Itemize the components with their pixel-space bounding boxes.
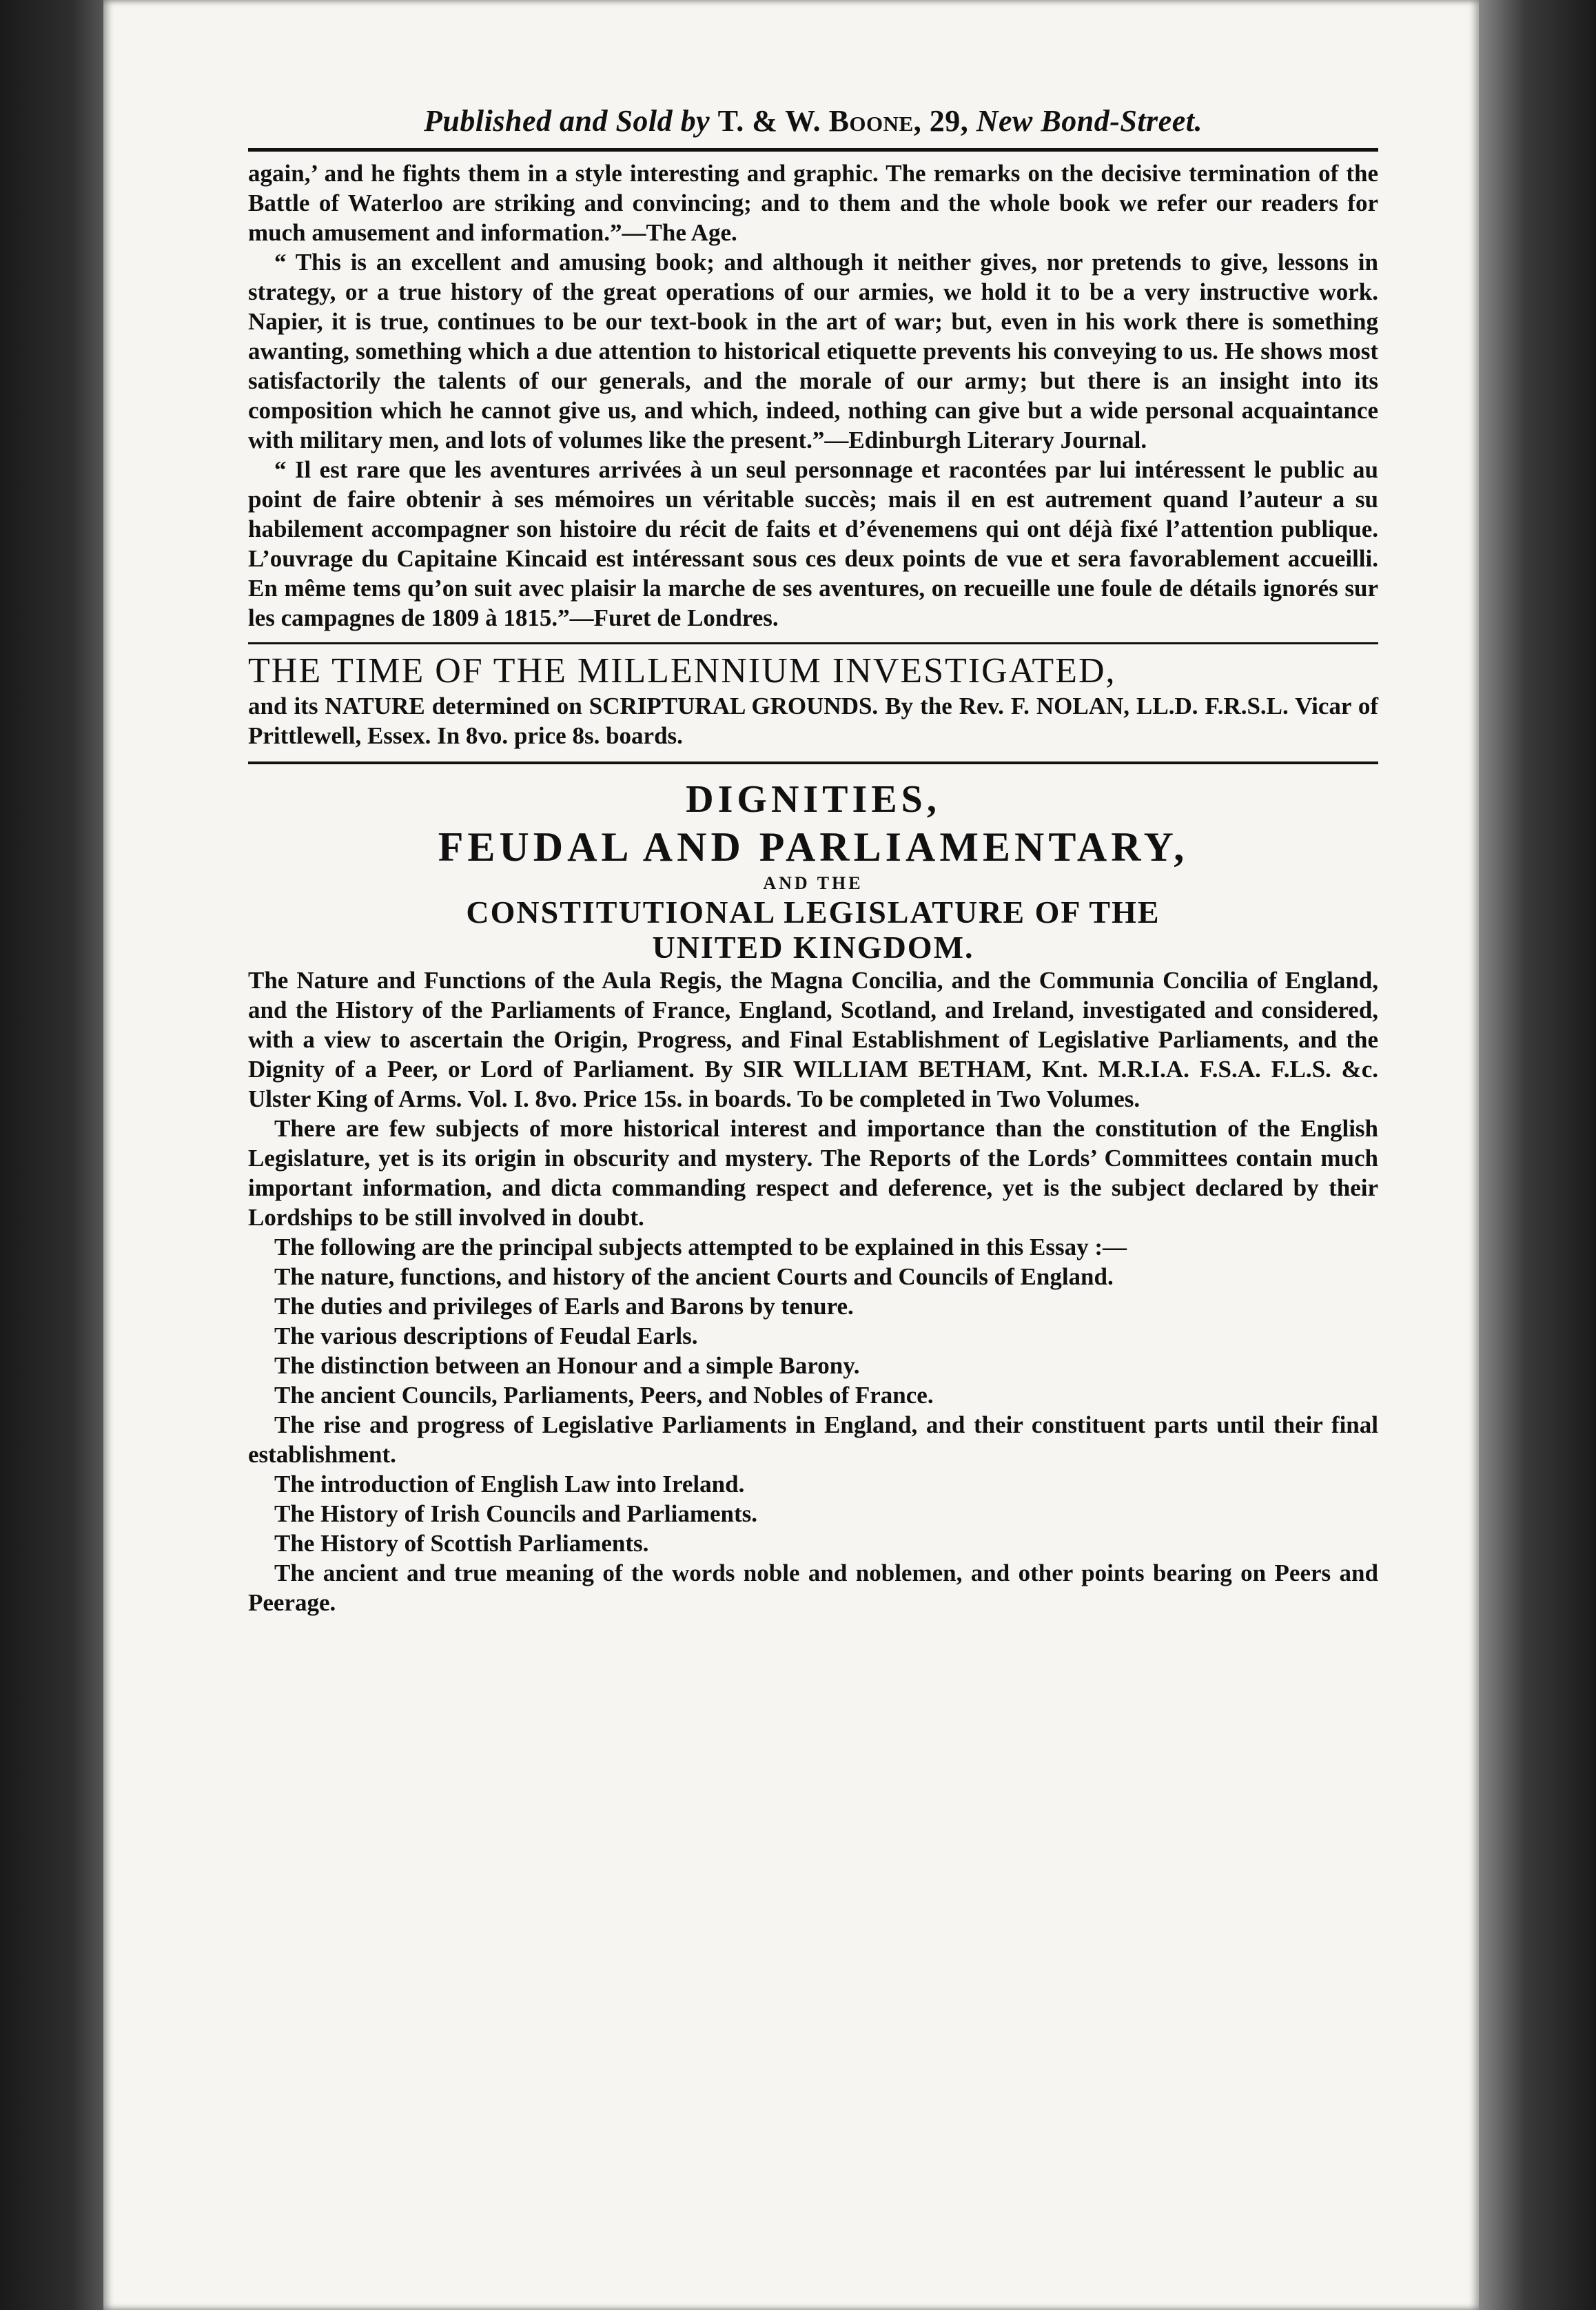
list-item: The History of Scottish Parliaments.	[274, 1530, 649, 1557]
header-publisher: T. & W. Boone,	[717, 104, 922, 138]
list-item: The ancient and true meaning of the words noble and noblemen, and other points bearing on Peers and Peerage.	[248, 1560, 1378, 1616]
dignities-intro: There are few subjects of more historical interest and importance than the constitution of the English Legislature, yet is its origin in obscurity and mystery. The Reports of the Lords’ Committees contain much important information, and dicta commanding respect and deference, yet is the subject declared by their Lordships to be still involved in doubt.	[248, 1115, 1378, 1231]
review-paragraph: again,’ and he fights them in a style interesting and graphic. The remarks on the decisive termination of the Battle of Waterloo are striking and convincing; and to them and the whole book we refer our readers for much amusement and information.”—The Age.	[248, 160, 1378, 246]
list-item: The introduction of English Law into Ireland.	[274, 1471, 745, 1498]
divider	[248, 642, 1378, 644]
dignities-description: The Nature and Functions of the Aula Regis, the Magna Concilia, and the Communia Concilia of England, and the History of the Parliaments of France, England, Scotland, and Ireland, investigated and considered, with a view to ascertain the Origin, Progress, and Final Establishment of Legislative Parliaments, and the Dignity of a Peer, or Lord of Parliament. By SIR WILLIAM BETHAM, Knt. M.R.I.A. F.S.A. F.L.S. &c. Ulster King of Arms. Vol. I. 8vo. Price 15s. in boards. To be completed in Two Volumes.	[248, 967, 1378, 1112]
dignities-title-1: DIGNITIES,	[686, 778, 941, 821]
header-street: New Bond-Street.	[976, 104, 1203, 138]
dignities-title-3: AND THE	[763, 873, 863, 893]
dignities-title-5: UNITED KINGDOM.	[652, 930, 974, 965]
millennium-body: and its NATURE determined on SCRIPTURAL GROUNDS. By the Rev. F. NOLAN, LL.D. F.R.S.L. Vicar of Prittlewell, Essex. In 8vo. price 8s. boards.	[248, 693, 1378, 749]
list-item: The distinction between an Honour and a simple Barony.	[274, 1352, 860, 1379]
divider	[248, 762, 1378, 764]
dignities-title-2: FEUDAL AND PARLIAMENTARY,	[438, 824, 1189, 870]
scan-border-left	[0, 0, 103, 2310]
dignities-advert	[248, 777, 1378, 1617]
list-item: The History of Irish Councils and Parliaments.	[274, 1500, 758, 1527]
header-number: 29,	[929, 104, 969, 138]
list-item: The nature, functions, and history of the ancient Courts and Councils of England.	[274, 1263, 1114, 1290]
dignities-following: The following are the principal subjects attempted to be explained in this Essay :—	[274, 1234, 1127, 1260]
dignities-title-4: CONSTITUTIONAL LEGISLATURE OF THE	[466, 895, 1160, 930]
review-paragraph: “ Il est rare que les aventures arrivées à un seul personnage et racontées par lui intéressent le public au point de faire obtenir à ses mémoires un véritable succès; mais il en est autrement quand l’auteur a su habilement accompagner son histoire du récit de faits et d’évenemens qui ont déjà fixé l’attention publique. L’ouvrage du Capitaine Kincaid est intéressant sous ces deux points de vue et sera favorablement accueilli. En même tems qu’on suit avec plaisir la marche de ses aventures, on recueille une foule de détails ignorés sur les campagnes de 1809 à 1815.”—Furet de Londres.	[248, 456, 1378, 631]
running-header	[248, 103, 1378, 152]
list-item: The rise and progress of Legislative Parliaments in England, and their constituent parts until their final establishment.	[248, 1411, 1378, 1468]
list-item: The ancient Councils, Parliaments, Peers, and Nobles of France.	[274, 1382, 934, 1409]
list-item: The duties and privileges of Earls and Barons by tenure.	[274, 1293, 854, 1320]
header-italic: Published and Sold by	[424, 104, 710, 138]
millennium-title: THE TIME OF THE MILLENNIUM INVESTIGATED,	[248, 651, 1116, 691]
scan-border-right	[1479, 0, 1596, 2310]
subjects-list	[248, 1262, 1378, 1617]
millennium-advert	[248, 651, 1378, 750]
reviews-section	[248, 159, 1378, 633]
text-column	[248, 103, 1378, 1617]
list-item: The various descriptions of Feudal Earls.	[274, 1322, 698, 1349]
review-paragraph: “ This is an excellent and amusing book; and although it neither gives, nor pretends to give, lessons in strategy, or a true history of the great operations of our armies, we hold it to be a very instructive work. Napier, it is true, continues to be our text-book in the art of war; but, even in his work there is something awanting, something which a due attention to historical etiquette prevents his conveying to us. He shows most satisfactorily the talents of our generals, and the morale of our army; but there is an insight into its composition which he cannot give us, and which, indeed, nothing can give but a wide personal acquaintance with military men, and lots of volumes like the present.”—Edinburgh Literary Journal.	[248, 249, 1378, 453]
